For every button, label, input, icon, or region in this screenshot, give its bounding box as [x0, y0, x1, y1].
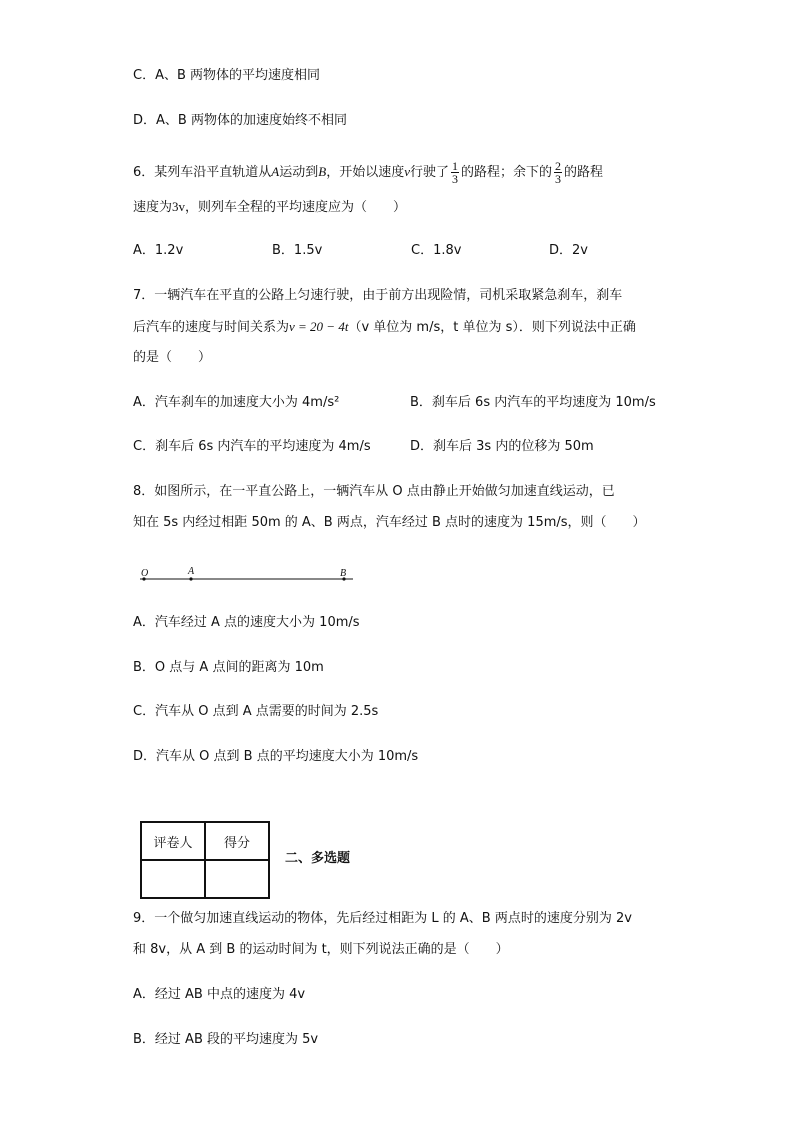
- q6-stem-line2: [133, 198, 406, 217]
- q8-option-c: C．汽车从 O 点到 A 点需要的时间为 2.5s: [133, 704, 379, 719]
- q7-options-row2: [133, 438, 653, 456]
- q6-frac1-numerator: 1: [452, 159, 459, 173]
- q6-fraction-one-third: [451, 160, 459, 185]
- q7-option-d: D．刹车后 3s 内的位移为 50m: [410, 439, 594, 454]
- q9-option-a: A．经过 AB 中点的速度为 4v: [133, 987, 306, 1002]
- q7-option-c: C．刹车后 6s 内汽车的平均速度为 4m/s: [133, 439, 371, 454]
- q9-stem-line2: 和 8v，从 A 到 B 的运动时间为 t，则下列说法正确的是（ ）: [133, 942, 509, 957]
- q6-point-a: A: [271, 164, 280, 179]
- q6-stem-line1: [133, 160, 603, 185]
- score-table-input-row: [141, 860, 269, 898]
- grader-header: 评卷人: [141, 822, 205, 860]
- q6-text-3: ，开始以速度: [326, 165, 405, 180]
- q7-stem-line3: 的是（ ）: [133, 350, 212, 365]
- q6-point-b: B: [318, 164, 327, 179]
- q6-option-b: B．1.5v: [272, 243, 323, 258]
- q7-options-row1: [133, 394, 656, 412]
- q6-option-c: C．1.8v: [411, 243, 462, 258]
- q7-line2-text-b: （v 单位为 m/s，t 单位为 s）．则下列说法中正确: [348, 320, 636, 335]
- section-title: 二、多选题: [285, 851, 351, 866]
- q6-line2-value: 3v: [172, 199, 186, 214]
- q7-stem-line2: [133, 318, 636, 337]
- q8-road-figure: [138, 565, 358, 587]
- q6-text-4: 行驶了: [410, 165, 450, 180]
- q8-stem-line1: 8．如图所示，在一平直公路上，一辆汽车从 O 点由静止开始做匀加速直线运动，已: [133, 484, 615, 499]
- score-table-header-row: [141, 822, 269, 860]
- q7-formula: v = 20 − 4t: [289, 319, 349, 334]
- q6-text-1: 6．某列车沿平直轨道从: [133, 165, 272, 180]
- q9-option-b: B．经过 AB 段的平均速度为 5v: [133, 1032, 319, 1047]
- q6-frac2-numerator: 2: [555, 159, 562, 173]
- q7-option-b: B．刹车后 6s 内汽车的平均速度为 10m/s: [410, 395, 656, 410]
- q6-line2-text-a: 速度为: [133, 200, 173, 215]
- q5-option-d: D．A、B 两物体的加速度始终不相同: [133, 113, 347, 128]
- q6-text-2: 运动到: [279, 165, 319, 180]
- q6-frac1-denominator: 3: [452, 172, 459, 186]
- q5-option-c: C．A、B 两物体的平均速度相同: [133, 68, 321, 83]
- q8-option-d: D．汽车从 O 点到 B 点的平均速度大小为 10m/s: [133, 749, 419, 764]
- q6-option-a: A．1.2v: [133, 243, 184, 258]
- q9-stem-line1: 9．一个做匀加速直线运动的物体，先后经过相距为 L 的 A、B 两点时的速度分别为 2v: [133, 911, 632, 926]
- label-a: A: [188, 566, 195, 577]
- q8-option-b: B．O 点与 A 点间的距离为 10m: [133, 660, 324, 675]
- score-header: 得分: [205, 822, 269, 860]
- label-o: O: [141, 568, 149, 579]
- q6-fraction-two-thirds: [554, 160, 562, 185]
- q7-line2-text-a: 后汽车的速度与时间关系为: [133, 320, 290, 335]
- q6-velocity-v: v: [404, 164, 410, 179]
- q6-text-5: 的路程；余下的: [461, 165, 553, 180]
- grader-cell[interactable]: [141, 860, 205, 898]
- q7-stem-line1: 7．一辆汽车在平直的公路上匀速行驶，由于前方出现险情，司机采取紧急刹车，刹车: [133, 288, 623, 303]
- q6-frac2-denominator: 3: [555, 172, 562, 186]
- label-b: B: [340, 568, 347, 579]
- q8-option-a: A．汽车经过 A 点的速度大小为 10m/s: [133, 615, 360, 630]
- q6-line2-text-b: ，则列车全程的平均速度应为（ ）: [185, 200, 407, 215]
- q8-stem-line2: 知在 5s 内经过相距 50m 的 A、B 两点，汽车经过 B 点时的速度为 15m/s，则（ ）: [133, 515, 646, 530]
- q6-options: [133, 242, 633, 260]
- q6-text-6: 的路程: [564, 165, 604, 180]
- point-a-dot: [189, 577, 192, 580]
- score-table: [140, 821, 270, 899]
- score-cell[interactable]: [205, 860, 269, 898]
- q6-option-d: D．2v: [549, 243, 588, 258]
- q7-option-a: A．汽车刹车的加速度大小为 4m/s²: [133, 395, 340, 410]
